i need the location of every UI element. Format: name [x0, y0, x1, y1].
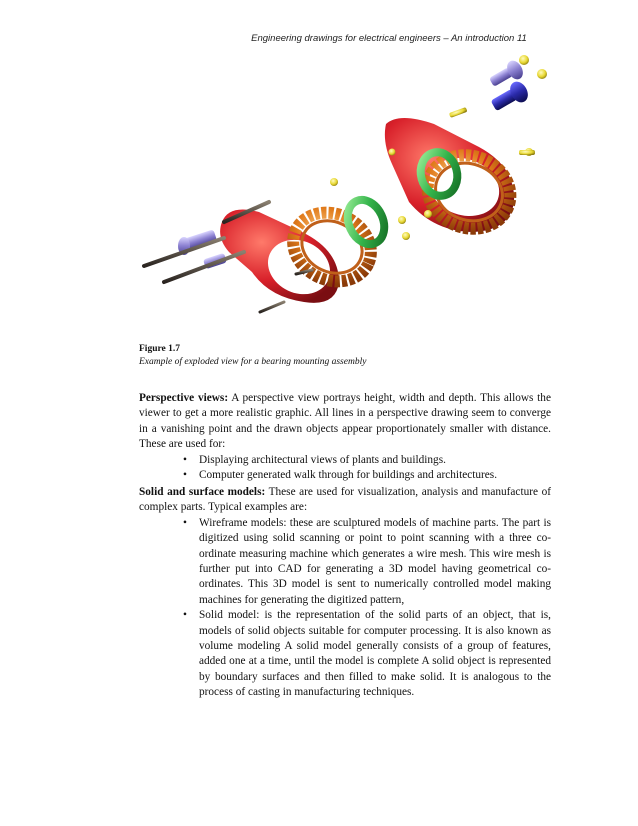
- list-item: • Wireframe models: these are sculptured models of machine parts. The part is digitized using solid scanning or point to point scanning with a three co-ordinate measuring machine which generates a wire mesh. This wire mesh is further put into CAD for generating a 3D model having geometrical co-ordinates. This 3D model is sent to numerically controlled model making machines for generating the digitized pattern,: [199, 516, 551, 608]
- exploded-assembly-figure: [134, 52, 552, 322]
- perspective-paragraph: [139, 391, 551, 453]
- front-housing-bracket: [220, 210, 339, 305]
- perspective-views-section: [139, 391, 551, 483]
- solid-paragraph: [139, 485, 551, 516]
- solid-body: These are used for visualization, analysis and manufacture of complex parts. Typical examples are:: [139, 486, 551, 514]
- solid-list: [139, 516, 551, 701]
- perspective-body: A perspective view portrays height, width and depth. This allows the viewer to get a more realistic graphic. All lines in a perspective drawing seem to converge in a vanishing point and the drawn objects appear proportionately smaller with distance. These are used for:: [139, 392, 551, 451]
- list-item: • Solid model: is the representation of the solid parts of an object, that is, models of solid objects suitable for computer processing. It is also known as volume modeling A solid model generally consists of a group of features, added one at a time, until the model is complete A solid object is represented by boundary surfaces and then filled to make solid. It is analogous to the process of casting in manufacturing techniques.: [199, 608, 551, 700]
- figure-caption: [139, 343, 366, 369]
- front-bearing-ring: [341, 194, 391, 250]
- rear-bushing: [489, 58, 531, 111]
- perspective-heading: Perspective views:: [139, 392, 229, 404]
- perspective-list: [139, 453, 551, 484]
- solid-heading: Solid and surface models:: [139, 486, 266, 498]
- list-item: • Computer generated walk through for buildings and architectures.: [199, 468, 551, 483]
- figure-label: Figure 1.7: [139, 344, 180, 354]
- list-item: • Displaying architectural views of plants and buildings.: [199, 453, 551, 468]
- figure-caption-text: Example of exploded view for a bearing mounting assembly: [139, 357, 367, 367]
- running-header: Engineering drawings for electrical engineers – An introduction 11: [251, 33, 527, 44]
- solid-models-section: [139, 485, 551, 701]
